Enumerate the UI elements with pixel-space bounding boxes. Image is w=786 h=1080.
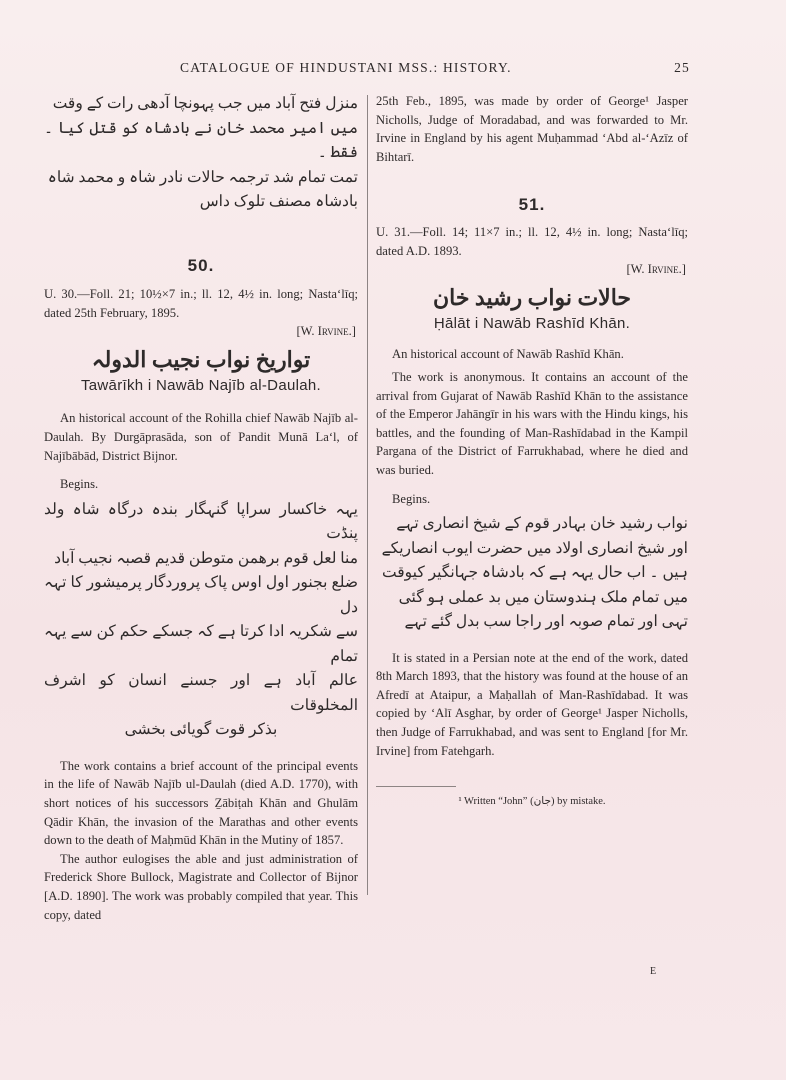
urdu-line: عالم آباد ہے اور جسنے انسان کو اشرف المخلوقات (44, 672, 358, 714)
urdu-line: نواب رشید خان بہادر قوم کے شیخ انصاری تہے (396, 515, 688, 533)
begins-label: Begins. (60, 477, 99, 492)
description: An historical account of Nawāb Rashīd Khān. (392, 347, 624, 362)
footnote: ¹ Written “John” (جان) by mistake. (458, 796, 606, 808)
urdu-title: تواریخ نواب نجیب الدولہ (91, 346, 311, 372)
footnote-rule (376, 786, 456, 787)
running-title: CATALOGUE OF HINDUSTANI MSS.: HISTORY. (180, 60, 512, 75)
left-column (44, 92, 358, 924)
transliterated-title: Ḥālāt i Nawāb Rashīd Khān. (433, 314, 631, 332)
urdu-line: بذکر قوت گویائی بخشی (124, 721, 278, 739)
page-number: 25 (674, 60, 690, 75)
donor-note: [W. Irvine.] (296, 324, 356, 339)
urdu-line: تمت تمام شد ترجمہ حالات نادر شاہ و محمد شاہ (47, 168, 358, 186)
urdu-line: ہیں ۔ اب حال یہہ ہے کہ بادشاہ جہانگیر کیوقت (382, 564, 688, 582)
urdu-line: اور شیخ انصاری اولاد میں حضرت ایوب انصاریکے (381, 539, 688, 557)
urdu-line: منا لعل قوم برھمن متوطن قدیم قصبہ نجیب آباد (54, 549, 358, 567)
column-divider (367, 95, 368, 895)
description: An historical account of the Rohilla chief Nawāb Najīb al-Daulah. By Durgāprasāda, son of Pandit Munā La‘l, of Najībābād, District Bijnor. (44, 411, 358, 463)
running-header (180, 60, 690, 76)
donor-note: [W. Irvine.] (626, 262, 686, 277)
urdu-line: میں امیر محمد خان نے بادشاہ کو قتل کیا ۔ فقط ۔ (44, 119, 358, 161)
urdu-line: بادشاہ مصنف تلوک داس (199, 193, 358, 210)
entry-number-50: 50. (187, 255, 215, 275)
begins-label: Begins. (392, 491, 431, 506)
signature-mark: E (650, 966, 657, 977)
entry-meta: U. 30.—Foll. 21; 10½×7 in.; ll. 12, 4½ in. long; Nasta‘līq; dated 25th February, 1895. (44, 287, 358, 320)
urdu-line: منزل فتح آباد میں جب پہونچا آدھی رات کے وقت (52, 95, 358, 112)
right-column (376, 92, 688, 812)
paragraph: The work contains a brief account of the principal events in the life of Nawāb Najīb ul-Daulah (died A.D. 1770), with short notices of his successors Ẕābiṭah Khān and Ghulām Qādir Khān, the invasion of the Marathas and other events down to the death of Maḥmūd Khān in the Mutiny of 1857. (44, 758, 358, 848)
urdu-title: حالات نواب رشید خان (432, 284, 632, 310)
urdu-line: سے شکریہ ادا کرتا ہے کہ جسکے حکم کن سے یہہ تمام (44, 623, 358, 665)
urdu-incipit (44, 498, 358, 743)
urdu-line: ضلع بجنور اول اوس پاک پروردگار پرمیشور کا تہہ دل (44, 574, 358, 616)
entry-meta: U. 31.—Foll. 14; 11×7 in.; ll. 12, 4½ in. long; Nasta‘līq; dated A.D. 1893. (376, 224, 688, 258)
urdu-line: یہہ خاکسار سراپا گنہگار بندہ درگاہ شاہ ولد پنڈت (44, 500, 358, 543)
continuation-text: 25th Feb., 1895, was made by order of George¹ Jasper Nicholls, Judge of Moradabad, and was forwarded to Mr. Irvine in England by his agent Muḥammad ‘Abd al-‘Azīz of Bihtarī. (376, 94, 688, 164)
urdu-line: میں تمام ملک ہندوستان میں بد عملی ہو گئی (398, 588, 688, 606)
entry-number-51: 51. (518, 195, 546, 215)
urdu-incipit (376, 512, 688, 635)
urdu-line: تہی اور تمام صوبہ اور راجا سب بدل گئے تہے (404, 613, 688, 631)
urdu-continuation (44, 92, 358, 215)
paragraph: It is stated in a Persian note at the end of the work, dated 8th March 1893, that the history was found at the house of an Afredī at Ataipur, a Maḥallah of Man-Rashīdabad. It was copied by ‘Alī Asghar, by order of George¹ Jasper Nicholls, then Judge of Farrukhabad, and was sent to England [for Mr. Irvine] from Fatehgarh. (376, 650, 688, 758)
transliterated-title: Tawārīkh i Nawāb Najīb al-Daulah. (80, 376, 321, 394)
paragraph: The author eulogises the able and just administration of Frederick Shore Bullock, Magistrate and Collector of Bijnor [A.D. 1890]. The work was probably compiled that year. This copy, dated (44, 851, 358, 922)
paragraph: The work is anonymous. It contains an account of the arrival from Gujarat of Nawāb Rashīd Khān to the assistance of the Emperor Jahāngīr in his wars with the Hindu kings, his battles, and the founding of Man-Rashīdabad in the Kampil Pargana of the District of Farrukhabad, where he died and was buried. (376, 369, 688, 477)
